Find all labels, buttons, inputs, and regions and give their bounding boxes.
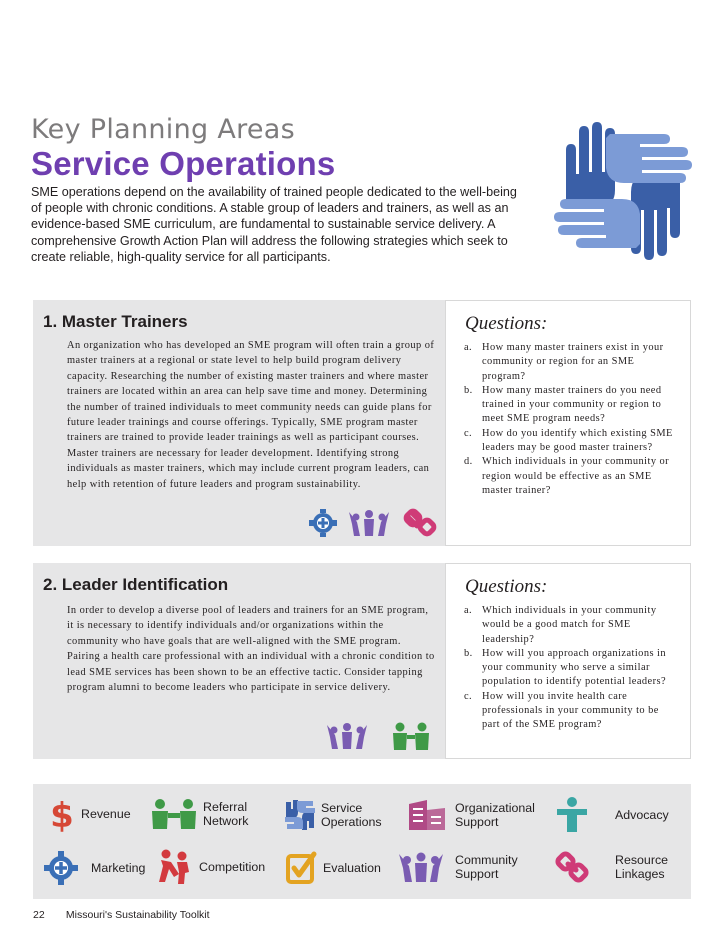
legend-label: Resource Linkages (615, 852, 669, 881)
legend-label: Evaluation (323, 860, 381, 875)
resource-linkages-icon (555, 850, 589, 884)
referral-network-icon (389, 721, 433, 751)
page-footer (33, 909, 210, 921)
legend-label: Community Support (455, 852, 518, 881)
section-title: 1. Master Trainers (43, 312, 188, 331)
svg-text:$: $ (50, 796, 74, 832)
intro-paragraph: SME operations depend on the availability of trained people dedicated to the well-being of people with chronic conditions. A stable group of leaders and trainers, as well as an evidence-based SME curriculum, are fundamental to sustainable service delivery. A comprehensive Growth Action Plan will address the following strategies which seek to create reliable, high-quality service for all participants. (31, 185, 517, 264)
legend-label: Referral Network (203, 799, 249, 828)
key-planning-areas-legend (33, 784, 691, 899)
question-item: a. How many master trainers exist in your community or region for an SME program? (464, 342, 664, 382)
kicker-heading: Key Planning Areas (31, 114, 296, 145)
question-item: b. How will you approach organizations in your community who serve a similar population to identify potential leaders? (464, 647, 667, 688)
legend-item-marketing (43, 850, 145, 886)
dollar-icon (47, 796, 77, 832)
competition-icon (157, 848, 191, 886)
section-body: An organization who has developed an SME program will often train a group of master trainers at a regional or state level to help build program delivery capacity. Researching the number of existing master trainers and where master trainers are located within an area can help save time and money. Determining the number of trained individuals to meet community needs can guide plans for future leader trainings and course offerings. Typically, SME program master trainers are trained to provide leader trainings as well as participant courses. Master trainers are necessary for leader development. Identifying strong individuals as master trainers, which may include current program leaders, can help with retention of future leaders and program sustainability. (67, 340, 435, 490)
questions-panel (445, 300, 691, 546)
resource-linkages-icon (403, 508, 439, 538)
legend-item-advocacy (555, 796, 669, 834)
legend-item-service-operations (283, 798, 393, 832)
marketing-icon (43, 850, 79, 886)
legend-label: Organizational Support (455, 800, 535, 829)
publication-title: Missouri's Sustainability Toolkit (65, 909, 210, 921)
questions-title: Questions: (465, 313, 548, 334)
legend-item-organizational-support (405, 798, 545, 832)
section-body: In order to develop a diverse pool of leaders and trainers for an SME program, it is necessary to identify individuals and/or organizations within the community who have goals that are well-aligned with the SME program. Pairing a health care professional with an individual with a chronic condition to lead SME services has been shown to be an effective tactic. Consider tapping program alumni to become leaders who participate in service delivery. (67, 605, 435, 694)
marketing-icon (305, 508, 341, 538)
community-support-icon (398, 850, 444, 884)
legend-item-competition (157, 848, 265, 886)
page-title: Service Operations (31, 145, 336, 182)
question-item: a. Which individuals in your community would be a good match for SME leadership? (464, 605, 657, 645)
evaluation-icon (284, 850, 318, 886)
legend-label: Service Operations (321, 800, 382, 829)
section-master-trainers (33, 300, 691, 546)
legend-item-community-support (398, 850, 535, 884)
legend-item-resource-linkages (555, 850, 675, 884)
legend-label: Competition (199, 859, 266, 874)
questions-panel (445, 563, 691, 759)
service-operations-icon (283, 798, 317, 832)
question-item: d. Which individuals in your community or region would be effective as an SME master trainer? (464, 456, 670, 496)
page-number: 22 (33, 909, 45, 921)
service-operations-hero-icon (548, 116, 698, 266)
advocacy-icon (555, 796, 589, 834)
legend-label: Advocacy (615, 807, 669, 822)
organizational-support-icon (405, 798, 449, 832)
legend-label: Marketing (91, 860, 146, 875)
legend-item-referral-network (148, 798, 263, 830)
questions-title: Questions: (465, 576, 548, 597)
community-support-icon (325, 721, 369, 751)
legend-item-evaluation (284, 850, 381, 886)
questions-list (464, 341, 674, 498)
question-item: c. How will you invite health care professionals in your community to be part of the SME program? (464, 690, 659, 731)
section-leader-identification (33, 563, 691, 759)
question-item: c. How do you identify which existing SME leaders may be good master trainers? (464, 427, 673, 454)
legend-label: Revenue (81, 806, 131, 821)
question-item: b. How many master trainers do you need trained in your community or region to meet SME program needs? (464, 384, 662, 425)
section-title: 2. Leader Identification (43, 575, 229, 594)
legend-item-revenue (47, 796, 131, 832)
questions-list (464, 604, 674, 733)
community-support-icon (347, 508, 391, 538)
referral-network-icon (148, 798, 200, 830)
